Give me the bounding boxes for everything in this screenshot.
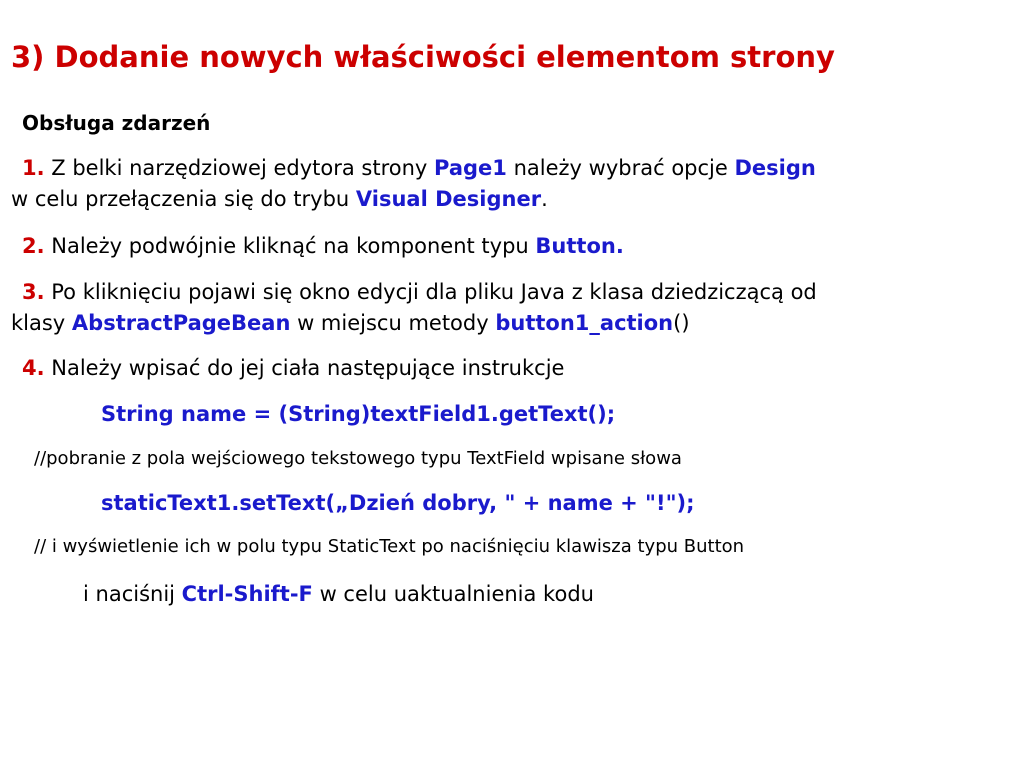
step-1-text-b: należy wybrać opcje: [506, 156, 735, 180]
step-4-text-a: Należy wpisać do jej ciała następujące instrukcje: [44, 356, 565, 380]
slide-title: 3) Dodanie nowych właściwości elementom strony: [11, 40, 835, 74]
step-1-text-c: w celu przełączenia się do trybu: [11, 187, 356, 211]
step-2-keyword-button: Button.: [535, 234, 624, 258]
code-comment-2: // i wyświetlenie ich w polu typu StaticText po naciśnięciu klawisza typu Button: [34, 536, 745, 557]
code-line-2: staticText1.setText(„Dzień dobry, " + name + "!");: [101, 491, 695, 515]
final-text-b: w celu uaktualnienia kodu: [312, 582, 594, 606]
step-3-line-2: [11, 311, 690, 336]
step-3-number: 3.: [22, 280, 45, 304]
step-1-line-1: [22, 156, 816, 181]
step-1-keyword-design: Design: [734, 156, 816, 180]
step-1-number: 1.: [22, 156, 45, 180]
code-comment-1: //pobranie z pola wejściowego tekstowego typu TextField wpisane słowa: [34, 448, 682, 469]
step-3-text-a: Po kliknięciu pojawi się okno edycji dla pliku Java z klasa dziedziczącą od: [44, 280, 817, 304]
step-4-line-1: [22, 356, 564, 381]
step-3-keyword-button1-action: button1_action: [495, 311, 674, 335]
section-subtitle: Obsługa zdarzeń: [22, 111, 211, 135]
step-3-text-d: (): [673, 311, 690, 335]
step-1-keyword-page1: Page1: [434, 156, 507, 180]
shortcut-keyword: Ctrl-Shift-F: [181, 582, 313, 606]
step-1-text-a: Z belki narzędziowej edytora strony: [44, 156, 435, 180]
final-text-a: i naciśnij: [83, 582, 182, 606]
step-3-keyword-abstractpagebean: AbstractPageBean: [71, 311, 291, 335]
step-4-number: 4.: [22, 356, 45, 380]
step-1-line-2: [11, 187, 548, 212]
step-1-keyword-visual-designer: Visual Designer: [355, 187, 542, 211]
step-2-number: 2.: [22, 234, 45, 258]
code-line-1: String name = (String)textField1.getText();: [101, 402, 616, 426]
step-3-text-c: w miejscu metody: [290, 311, 496, 335]
final-instruction-line: [83, 582, 594, 607]
step-2-text-a: Należy podwójnie kliknąć na komponent typu: [44, 234, 536, 258]
step-3-line-1: [22, 280, 817, 305]
step-1-text-d: .: [541, 187, 548, 211]
step-2-line-1: [22, 234, 624, 259]
step-3-text-b: klasy: [11, 311, 72, 335]
